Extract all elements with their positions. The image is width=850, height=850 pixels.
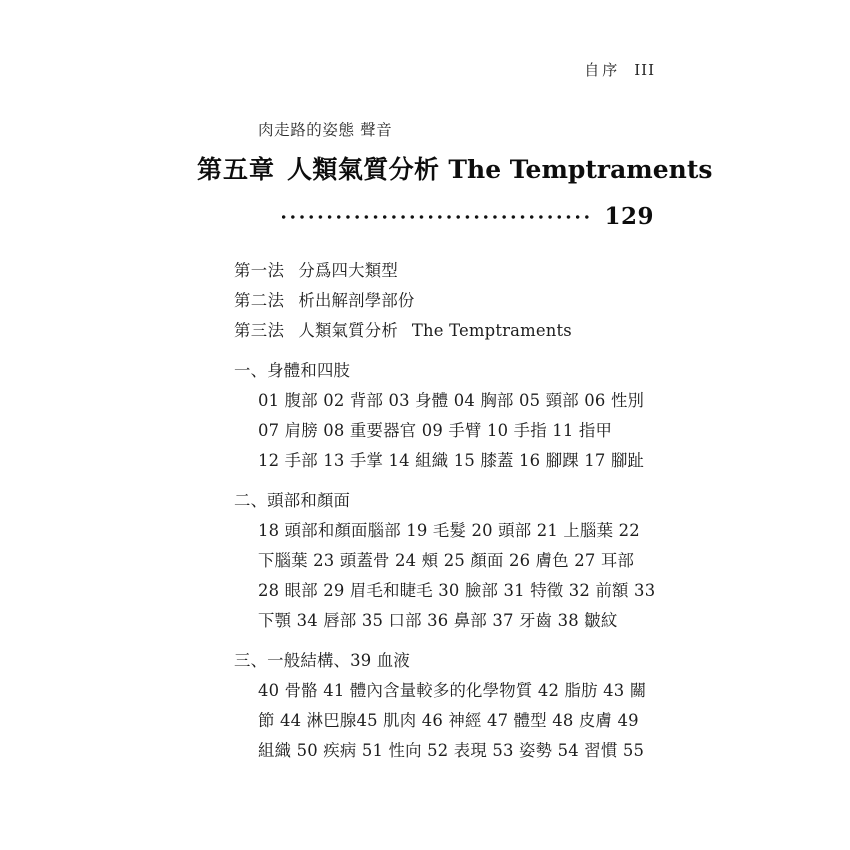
- chapter-pretitle: 肉走路的姿態 聲音: [258, 121, 393, 139]
- dotted-leader-icon: [282, 209, 590, 225]
- group-item-line: 01 腹部 02 背部 03 身體 04 胸部 05 頸部 06 性別: [258, 391, 645, 410]
- group-item-line: 節 44 淋巴腺45 肌肉 46 神經 47 體型 48 皮膚 49: [258, 711, 639, 730]
- group-item-line: 28 眼部 29 眉毛和睫毛 30 臉部 31 特徵 32 前額 33: [258, 581, 656, 600]
- chapter-page-number: 129: [604, 203, 654, 230]
- chapter-title: [197, 150, 712, 186]
- method-description: 析出解剖學部份: [298, 291, 415, 310]
- group-section: [234, 486, 664, 636]
- method-description: 人類氣質分析: [298, 321, 398, 340]
- running-head: [0, 59, 655, 80]
- method-name: 第一法: [234, 261, 285, 280]
- method-description: 分爲四大類型: [298, 261, 398, 280]
- group-item-line: 40 骨骼 41 體內含量較多的化學物質 42 脂肪 43 關: [258, 681, 647, 700]
- method-entry: [234, 286, 664, 316]
- chapter-contents-list: [234, 256, 664, 766]
- chapter-title-en: The Temptraments: [448, 155, 713, 184]
- method-description-en: The Temptraments: [411, 321, 572, 340]
- group-item-line: 下腦葉 23 頭蓋骨 24 頰 25 顏面 26 膚色 27 耳部: [258, 551, 635, 570]
- group-item-lines: [258, 676, 664, 766]
- group-heading: 三、一般結構、39 血液: [234, 651, 410, 670]
- running-head-folio: III: [634, 61, 655, 79]
- running-head-label: 自序: [584, 61, 621, 79]
- group-item-lines: [258, 386, 664, 476]
- group-heading: 一、身體和四肢: [234, 361, 351, 380]
- chapter-page-leader: [282, 205, 654, 228]
- group-item-line: 下顎 34 唇部 35 口部 36 鼻部 37 牙齒 38 皺紋: [258, 611, 618, 630]
- method-name: 第三法: [234, 321, 285, 340]
- group-item-lines: [258, 516, 664, 636]
- group-item-line: 18 頭部和顏面腦部 19 毛髮 20 頭部 21 上腦葉 22: [258, 521, 640, 540]
- group-item-line: 組織 50 疾病 51 性向 52 表現 53 姿勢 54 習慣 55: [258, 741, 645, 760]
- group-heading: 二、頭部和顏面: [234, 491, 351, 510]
- group-item-line: 12 手部 13 手掌 14 組織 15 膝蓋 16 腳踝 17 腳趾: [258, 451, 645, 470]
- group-section: [234, 356, 664, 476]
- group-item-line: 07 肩膀 08 重要器官 09 手臂 10 手指 11 指甲: [258, 421, 613, 440]
- method-entry: [234, 316, 664, 346]
- method-name: 第二法: [234, 291, 285, 310]
- chapter-title-cn: 人類氣質分析: [287, 155, 440, 184]
- chapter-number: 第五章: [197, 155, 276, 184]
- group-section: [234, 646, 664, 766]
- method-entry: [234, 256, 664, 286]
